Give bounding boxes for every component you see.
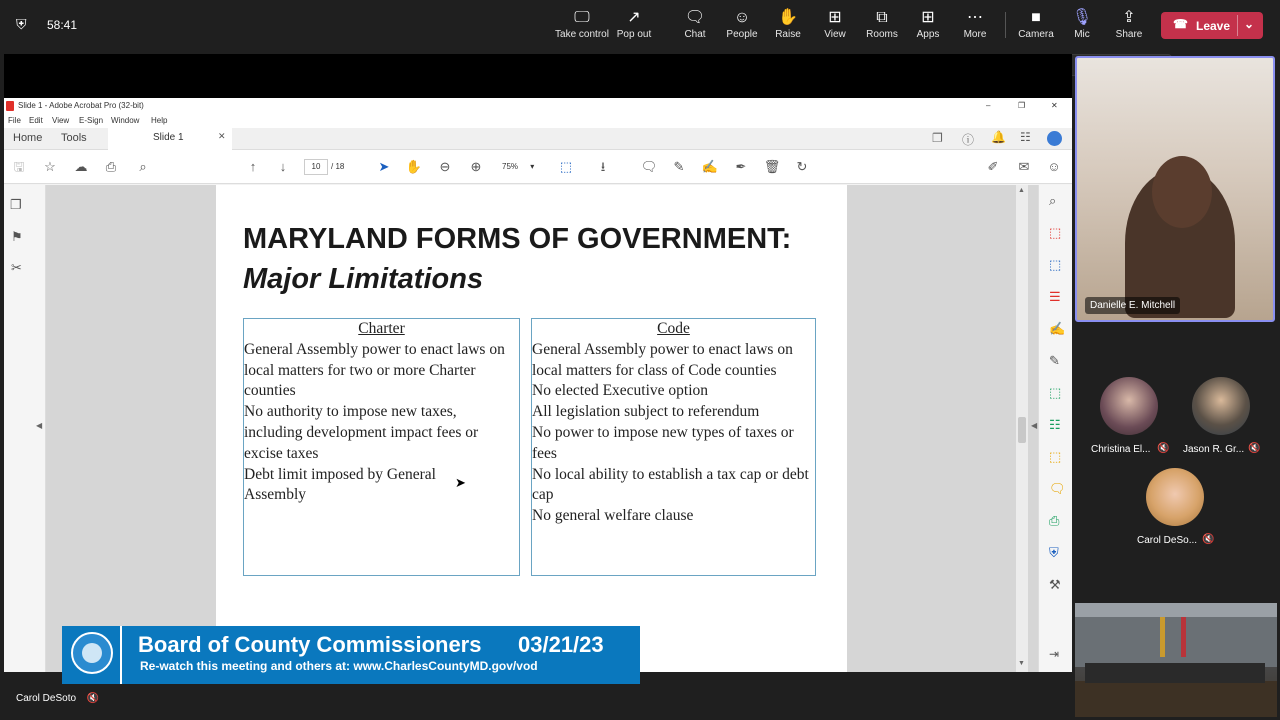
raise-hand-button[interactable]: ✋ Raise: [760, 8, 816, 44]
scrollbar-thumb[interactable]: [1018, 417, 1026, 443]
take-control-button[interactable]: 🖵 Take control: [555, 9, 609, 40]
compare-icon[interactable]: ☷: [1049, 417, 1061, 432]
charter-heading: Charter: [358, 320, 405, 337]
tab-bar: [4, 128, 1072, 150]
sign-icon[interactable]: ✍: [701, 159, 719, 174]
select-cursor-icon[interactable]: ➤: [378, 159, 390, 174]
avatar[interactable]: [1100, 377, 1158, 435]
acrobat-toolbar: [4, 150, 1072, 184]
list-item: General Assembly power to enact laws on local matters for class of Code counties: [532, 340, 793, 379]
take-control-icon: 🖵: [574, 9, 590, 26]
document-area: [4, 185, 1072, 672]
fill-sign-icon[interactable]: ✍: [1049, 321, 1066, 336]
attachment-icon[interactable]: ✂: [11, 260, 22, 275]
menu-bar: [4, 114, 1072, 128]
zoom-in-icon[interactable]: ⊕: [470, 159, 482, 174]
participant-name: Jason R. Gr...: [1183, 444, 1245, 455]
charter-box: [243, 318, 520, 576]
speaker-name: Danielle E. Mitchell: [1085, 297, 1180, 314]
meeting-toolbar: [0, 0, 1280, 50]
list-item: No authority to impose new taxes, including development impact fees or excise taxes: [244, 403, 479, 462]
broadcast-banner: [62, 626, 640, 684]
rooms-button[interactable]: ⧉ Rooms: [854, 8, 910, 44]
bottom-participant-name: Carol DeSoto 🔇: [16, 693, 100, 704]
share-screen-icon[interactable]: ❐: [932, 131, 943, 145]
tab-document[interactable]: Slide 1 ✕: [108, 128, 232, 150]
shield-icon: ⛨: [16, 16, 27, 32]
star-icon[interactable]: ☆: [44, 159, 56, 174]
county-seal-logo: [62, 626, 122, 684]
edit-pdf-icon[interactable]: ⬚: [1049, 257, 1062, 272]
close-icon[interactable]: ✕: [1051, 101, 1058, 110]
camera-icon: ■: [1031, 9, 1041, 26]
mic-button[interactable]: 🎙 Mic: [1054, 8, 1110, 44]
notification-bell-icon[interactable]: 🔔: [991, 130, 1006, 144]
print-production-icon[interactable]: ⎙: [1049, 513, 1060, 528]
list-item: All legislation subject to referendum: [532, 403, 760, 421]
collapse-right-icon[interactable]: ◀: [1031, 421, 1038, 430]
vertical-scrollbar[interactable]: ▲ ▼: [1016, 185, 1028, 672]
list-item: No general welfare clause: [532, 507, 694, 525]
menu-edit[interactable]: Edit: [29, 116, 43, 125]
share-user-icon[interactable]: ☺: [1047, 159, 1061, 174]
comment-tool-icon[interactable]: 🗨: [1049, 481, 1066, 496]
people-icon: ☺: [733, 9, 751, 26]
chat-icon: 🗨: [684, 9, 706, 26]
mouse-cursor-icon: ➤: [455, 475, 466, 490]
banner-date: 03/21/23: [518, 632, 604, 657]
list-item: Debt limit imposed by General Assembly: [244, 465, 436, 504]
apps-icon: ⊞: [921, 9, 935, 26]
apps-grid-icon[interactable]: ☷: [1020, 130, 1031, 144]
rooms-icon: ⧉: [876, 9, 888, 26]
organize-icon[interactable]: ☰: [1049, 289, 1061, 304]
menu-file[interactable]: File: [8, 116, 21, 125]
slide-subtitle: Major Limitations: [243, 263, 484, 295]
restore-icon[interactable]: ❐: [1018, 101, 1026, 110]
menu-view[interactable]: View: [52, 116, 70, 125]
upload-cloud-icon[interactable]: ☁: [74, 159, 88, 174]
chat-button[interactable]: 🗨 Chat: [667, 8, 723, 44]
right-tools-panel: [1031, 185, 1072, 672]
customize-tools-icon[interactable]: ⚒: [1049, 577, 1061, 592]
mic-muted-icon: 🔇: [1157, 443, 1170, 454]
tab-home[interactable]: Home: [13, 132, 43, 144]
minimize-icon[interactable]: –: [986, 101, 991, 110]
page-down-icon[interactable]: ↓: [279, 159, 287, 174]
list-item: No power to impose new types of taxes or fees: [532, 423, 794, 462]
menu-window[interactable]: Window: [111, 116, 140, 125]
save-icon[interactable]: 🖫: [13, 159, 25, 174]
help-icon[interactable]: ⓘ: [962, 133, 975, 147]
chevron-down-icon[interactable]: ⌄: [1244, 17, 1255, 31]
active-speaker-video[interactable]: [1075, 56, 1275, 322]
scroll-mode-icon[interactable]: ⭳: [600, 159, 606, 174]
bookmark-icon[interactable]: ⚑: [11, 229, 23, 244]
page-total: / 18: [331, 162, 345, 171]
link-edit-icon[interactable]: ✐: [987, 159, 999, 174]
camera-button[interactable]: ■ Camera: [1008, 8, 1064, 44]
page-up-icon[interactable]: ↑: [249, 159, 257, 174]
zoom-search-icon[interactable]: ⌕: [139, 159, 147, 174]
collapse-left-icon[interactable]: ◀: [36, 421, 43, 430]
banner-title: Board of County Commissioners: [138, 632, 482, 657]
code-box: [531, 318, 816, 576]
avatar[interactable]: [1146, 468, 1204, 526]
list-item: General Assembly power to enact laws on local matters for two or more Charter counties: [244, 340, 505, 400]
pen-icon[interactable]: ✎: [673, 159, 685, 174]
export-pdf-icon[interactable]: ⬚: [1049, 225, 1062, 240]
shield-protect-icon[interactable]: ⛨: [1049, 545, 1059, 560]
menu-esign[interactable]: E-Sign: [79, 116, 104, 125]
scan-icon[interactable]: ⬚: [1049, 449, 1062, 464]
rotate-icon[interactable]: ↻: [796, 159, 808, 174]
protect-doc-icon[interactable]: ⬚: [1049, 385, 1062, 400]
meeting-timer: 58:41: [47, 18, 78, 32]
mic-muted-icon: 🔇: [86, 693, 100, 704]
mic-muted-icon: 🔇: [1248, 443, 1261, 454]
expand-panel-icon[interactable]: ⇥: [1049, 647, 1060, 661]
more-icon: ⋯: [967, 9, 983, 26]
hand-tool-icon[interactable]: ✋: [405, 159, 423, 174]
fit-page-icon[interactable]: ⬚: [559, 159, 573, 174]
leave-button[interactable]: ☎ Leave ⌄: [1161, 12, 1263, 39]
stamp-icon[interactable]: ✒: [735, 159, 747, 174]
left-nav-panel: [4, 185, 46, 672]
raise-hand-icon: ✋: [778, 9, 798, 26]
request-sign-icon[interactable]: ✎: [1049, 353, 1060, 368]
phone-hangup-icon: ☎: [1173, 17, 1188, 31]
zoom-out-icon[interactable]: ⊖: [439, 159, 451, 174]
list-item: No elected Executive option: [532, 382, 709, 400]
page-number-field[interactable]: 10: [304, 159, 328, 175]
share-button[interactable]: ⇪ Share: [1101, 8, 1157, 44]
trash-icon[interactable]: 🗑: [763, 159, 781, 174]
profile-avatar[interactable]: [1047, 131, 1062, 146]
code-heading: Code: [657, 320, 690, 337]
acrobat-window: [4, 98, 1072, 672]
avatar[interactable]: [1192, 377, 1250, 435]
window-titlebar: Slide 1 - Adobe Acrobat Pro (32-bit) – ❐ ✕: [4, 98, 1072, 114]
room-video[interactable]: [1075, 603, 1277, 717]
banner-subtitle: Re-watch this meeting and others at: www.CharlesCountyMD.gov/vod: [140, 659, 538, 673]
zoom-icon[interactable]: ⌕: [1049, 193, 1057, 208]
acrobat-logo-icon: [6, 101, 14, 111]
apps-button[interactable]: ⊞ Apps: [900, 8, 956, 44]
print-icon[interactable]: ⎙: [105, 159, 117, 174]
mic-icon: 🎙: [1071, 9, 1093, 26]
slide-title: MARYLAND FORMS OF GOVERNMENT:: [243, 223, 792, 255]
comment-icon[interactable]: 🗨: [640, 159, 658, 174]
share-icon: ⇪: [1122, 9, 1136, 26]
view-icon: ⊞: [828, 9, 842, 26]
participant-name: Carol DeSo...: [1137, 535, 1198, 546]
list-item: No local ability to establish a tax cap or debt cap: [532, 465, 809, 504]
flag-icon: [1160, 617, 1165, 657]
chevron-down-icon: ▾: [530, 162, 535, 171]
tab-tools[interactable]: Tools: [61, 132, 87, 144]
email-icon[interactable]: ✉: [1018, 159, 1030, 174]
mic-muted-icon: 🔇: [1202, 534, 1215, 545]
pop-out-icon: ↗: [627, 9, 641, 26]
participant-name: Christina El...: [1091, 444, 1151, 455]
toolbar-divider: [1005, 12, 1006, 38]
flag-icon: [1181, 617, 1186, 657]
close-tab-icon[interactable]: ✕: [218, 131, 226, 141]
more-button[interactable]: ⋯ More: [947, 8, 1003, 44]
pop-out-button[interactable]: ↗ Pop out: [606, 8, 662, 44]
view-button[interactable]: ⊞ View: [807, 8, 863, 44]
menu-help[interactable]: Help: [151, 116, 168, 125]
pages-icon[interactable]: ❐: [10, 197, 22, 212]
shared-screen: [4, 54, 1072, 672]
people-button[interactable]: ☺ People: [714, 8, 770, 44]
zoom-select[interactable]: 75% ▾: [502, 162, 535, 171]
slide-page: [216, 185, 847, 672]
